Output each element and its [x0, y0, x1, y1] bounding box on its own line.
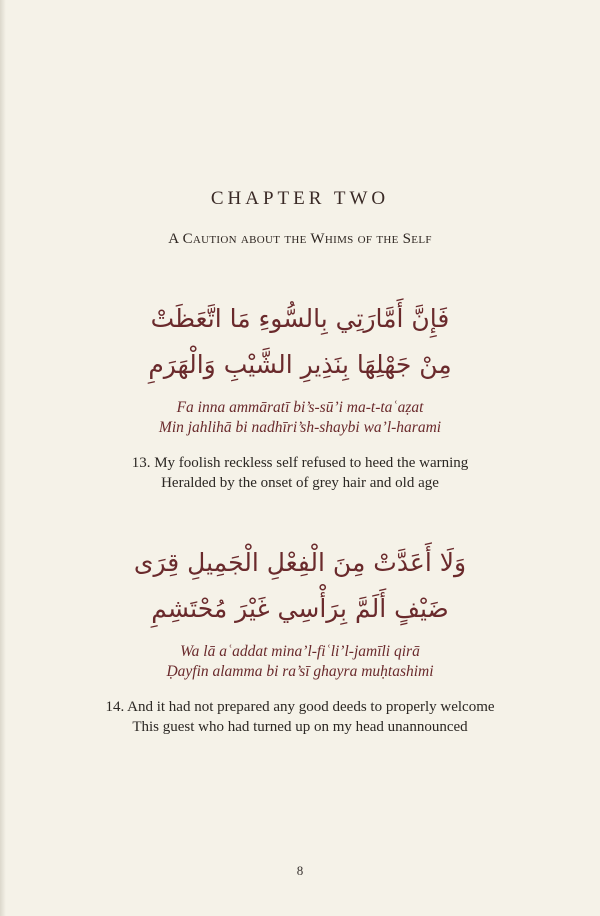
translation-line-2: Heralded by the onset of grey hair and old age: [161, 475, 439, 491]
page-number: 8: [296, 863, 304, 878]
transliteration-line-1: Fa inna ammāratī bi’s-sū’i ma-t-taʿaẓat: [176, 399, 424, 416]
verse-13: [0, 296, 600, 493]
chapter-subtitle: A Caution about the Whims of the Self: [168, 231, 432, 247]
arabic-verse-line-1: وَلَا أَعَدَّتْ مِنَ الْفِعْلِ الْجَمِيلِ قِرَى: [133, 548, 467, 577]
translation-line-1: 14. And it had not prepared any good deeds to properly welcome: [105, 699, 495, 715]
arabic-verse-line-2: مِنْ جَهْلِهَا بِنَذِيرِ الشَّيْبِ وَالْهَرَمِ: [148, 350, 452, 379]
translation-line-1: 13. My foolish reckless self refused to heed the warning: [131, 455, 469, 471]
arabic-verse-line-1: فَإِنَّ أَمَّارَتِي بِالسُّوءِ مَا اتَّعَظَتْ: [150, 304, 450, 333]
translation-line-2: This guest who had turned up on my head unannounced: [132, 719, 468, 735]
arabic-verse-line-2: ضَيْفٍ أَلَمَّ بِرَأْسِي غَيْرَ مُحْتَشِمِ: [151, 594, 449, 623]
transliteration-line-2: Min jahlihā bi nadhīri’sh-shaybi wa’l-harami: [158, 419, 442, 436]
verse-14: [0, 540, 600, 737]
transliteration-line-1: Wa lā aʿaddat mina’l-fiʿli’l-jamīli qirā: [180, 643, 420, 660]
transliteration-line-2: Ḍayfin alamma bi ra’sī ghayra muḥtashimi: [166, 663, 434, 680]
chapter-title: CHAPTER TWO: [210, 188, 390, 209]
